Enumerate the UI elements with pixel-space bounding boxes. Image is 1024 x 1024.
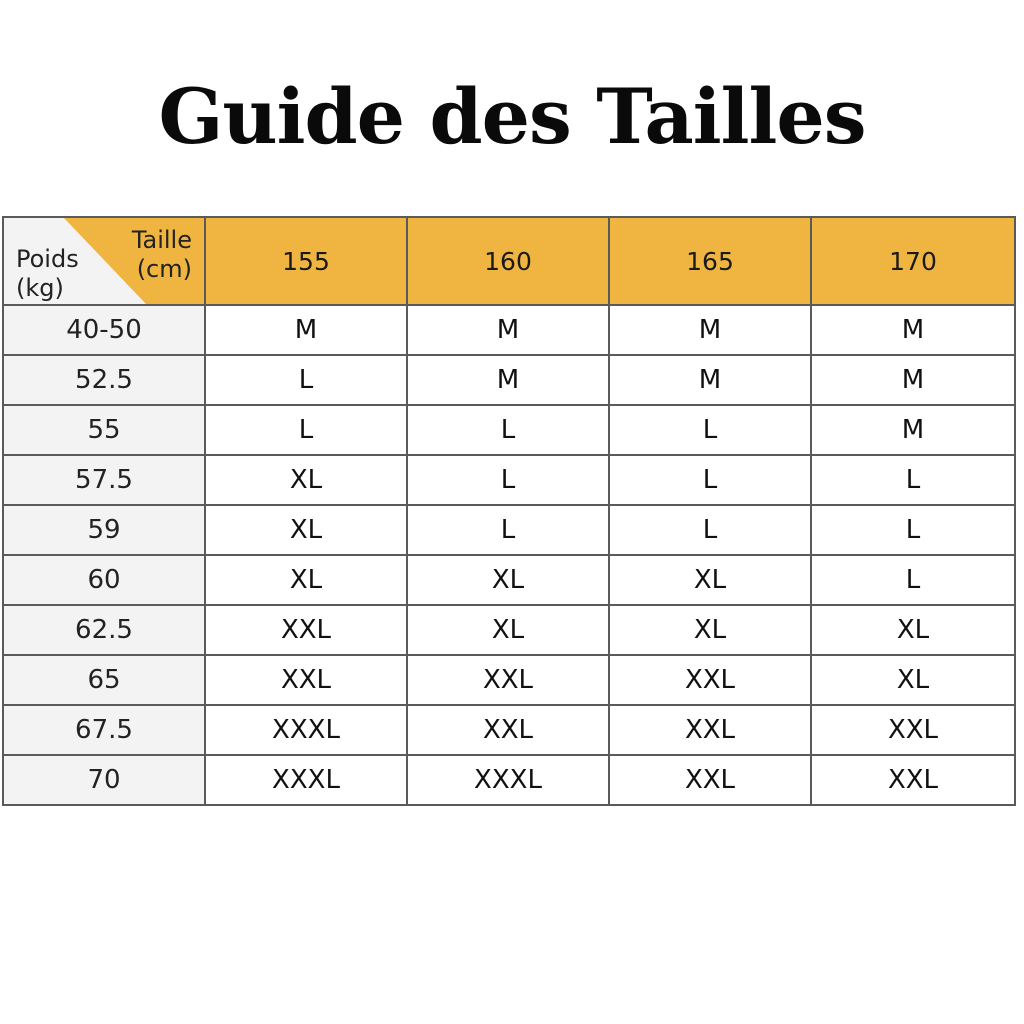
- table-row: [3, 555, 1015, 605]
- table-row: [3, 405, 1015, 455]
- size-cell: M: [407, 305, 609, 355]
- size-cell: XXL: [811, 705, 1015, 755]
- height-header-155: 155: [205, 217, 407, 305]
- size-cell: XL: [811, 655, 1015, 705]
- size-cell: XL: [205, 555, 407, 605]
- size-cell: M: [811, 405, 1015, 455]
- table-row: [3, 305, 1015, 355]
- table-row: [3, 455, 1015, 505]
- size-cell: XXL: [811, 755, 1015, 805]
- size-cell: XXL: [407, 705, 609, 755]
- size-cell: XXXL: [205, 755, 407, 805]
- weight-cell: 57.5: [3, 455, 205, 505]
- table-row: [3, 755, 1015, 805]
- weight-cell: 62.5: [3, 605, 205, 655]
- weight-cell: 67.5: [3, 705, 205, 755]
- size-cell: XL: [811, 605, 1015, 655]
- height-axis-label-line1: Taille: [131, 226, 192, 254]
- weight-cell: 52.5: [3, 355, 205, 405]
- height-header-170: 170: [811, 217, 1015, 305]
- size-cell: L: [407, 455, 609, 505]
- weight-axis-label: [16, 245, 79, 303]
- size-cell: L: [811, 455, 1015, 505]
- size-cell: XL: [609, 605, 811, 655]
- size-cell: L: [811, 555, 1015, 605]
- size-cell: XXXL: [407, 755, 609, 805]
- size-cell: M: [609, 355, 811, 405]
- size-cell: XXL: [205, 605, 407, 655]
- size-cell: M: [811, 305, 1015, 355]
- height-axis-label-line2: (cm): [136, 255, 192, 283]
- size-cell: XXL: [609, 655, 811, 705]
- weight-cell: 55: [3, 405, 205, 455]
- page-title: Guide des Tailles: [158, 72, 866, 161]
- size-cell: L: [609, 455, 811, 505]
- size-cell: M: [811, 355, 1015, 405]
- height-header-160: 160: [407, 217, 609, 305]
- table-row: [3, 705, 1015, 755]
- corner-header-cell: [3, 217, 205, 305]
- height-axis-label: [132, 226, 192, 284]
- size-cell: L: [407, 505, 609, 555]
- size-cell: M: [407, 355, 609, 405]
- size-cell: XXL: [205, 655, 407, 705]
- weight-cell: 60: [3, 555, 205, 605]
- size-cell: L: [811, 505, 1015, 555]
- size-cell: XXXL: [205, 705, 407, 755]
- size-cell: XL: [407, 555, 609, 605]
- table-row: [3, 355, 1015, 405]
- size-cell: XL: [407, 605, 609, 655]
- weight-axis-label-line2: (kg): [16, 274, 64, 302]
- size-cell: XXL: [407, 655, 609, 705]
- size-cell: L: [205, 355, 407, 405]
- height-header-165: 165: [609, 217, 811, 305]
- size-cell: L: [609, 505, 811, 555]
- table-row: [3, 655, 1015, 705]
- weight-cell: 40-50: [3, 305, 205, 355]
- size-cell: M: [205, 305, 407, 355]
- size-cell: L: [609, 405, 811, 455]
- header-row: [3, 217, 1015, 305]
- weight-cell: 59: [3, 505, 205, 555]
- weight-axis-label-line1: Poids: [16, 245, 79, 273]
- table-row: [3, 605, 1015, 655]
- weight-cell: 70: [3, 755, 205, 805]
- size-cell: L: [205, 405, 407, 455]
- size-cell: XL: [205, 505, 407, 555]
- size-cell: XL: [205, 455, 407, 505]
- size-chart-body: [3, 305, 1015, 805]
- size-cell: L: [407, 405, 609, 455]
- size-chart-table: [2, 216, 1016, 806]
- table-row: [3, 505, 1015, 555]
- size-cell: XXL: [609, 755, 811, 805]
- size-cell: M: [609, 305, 811, 355]
- size-cell: XL: [609, 555, 811, 605]
- weight-cell: 65: [3, 655, 205, 705]
- size-cell: XXL: [609, 705, 811, 755]
